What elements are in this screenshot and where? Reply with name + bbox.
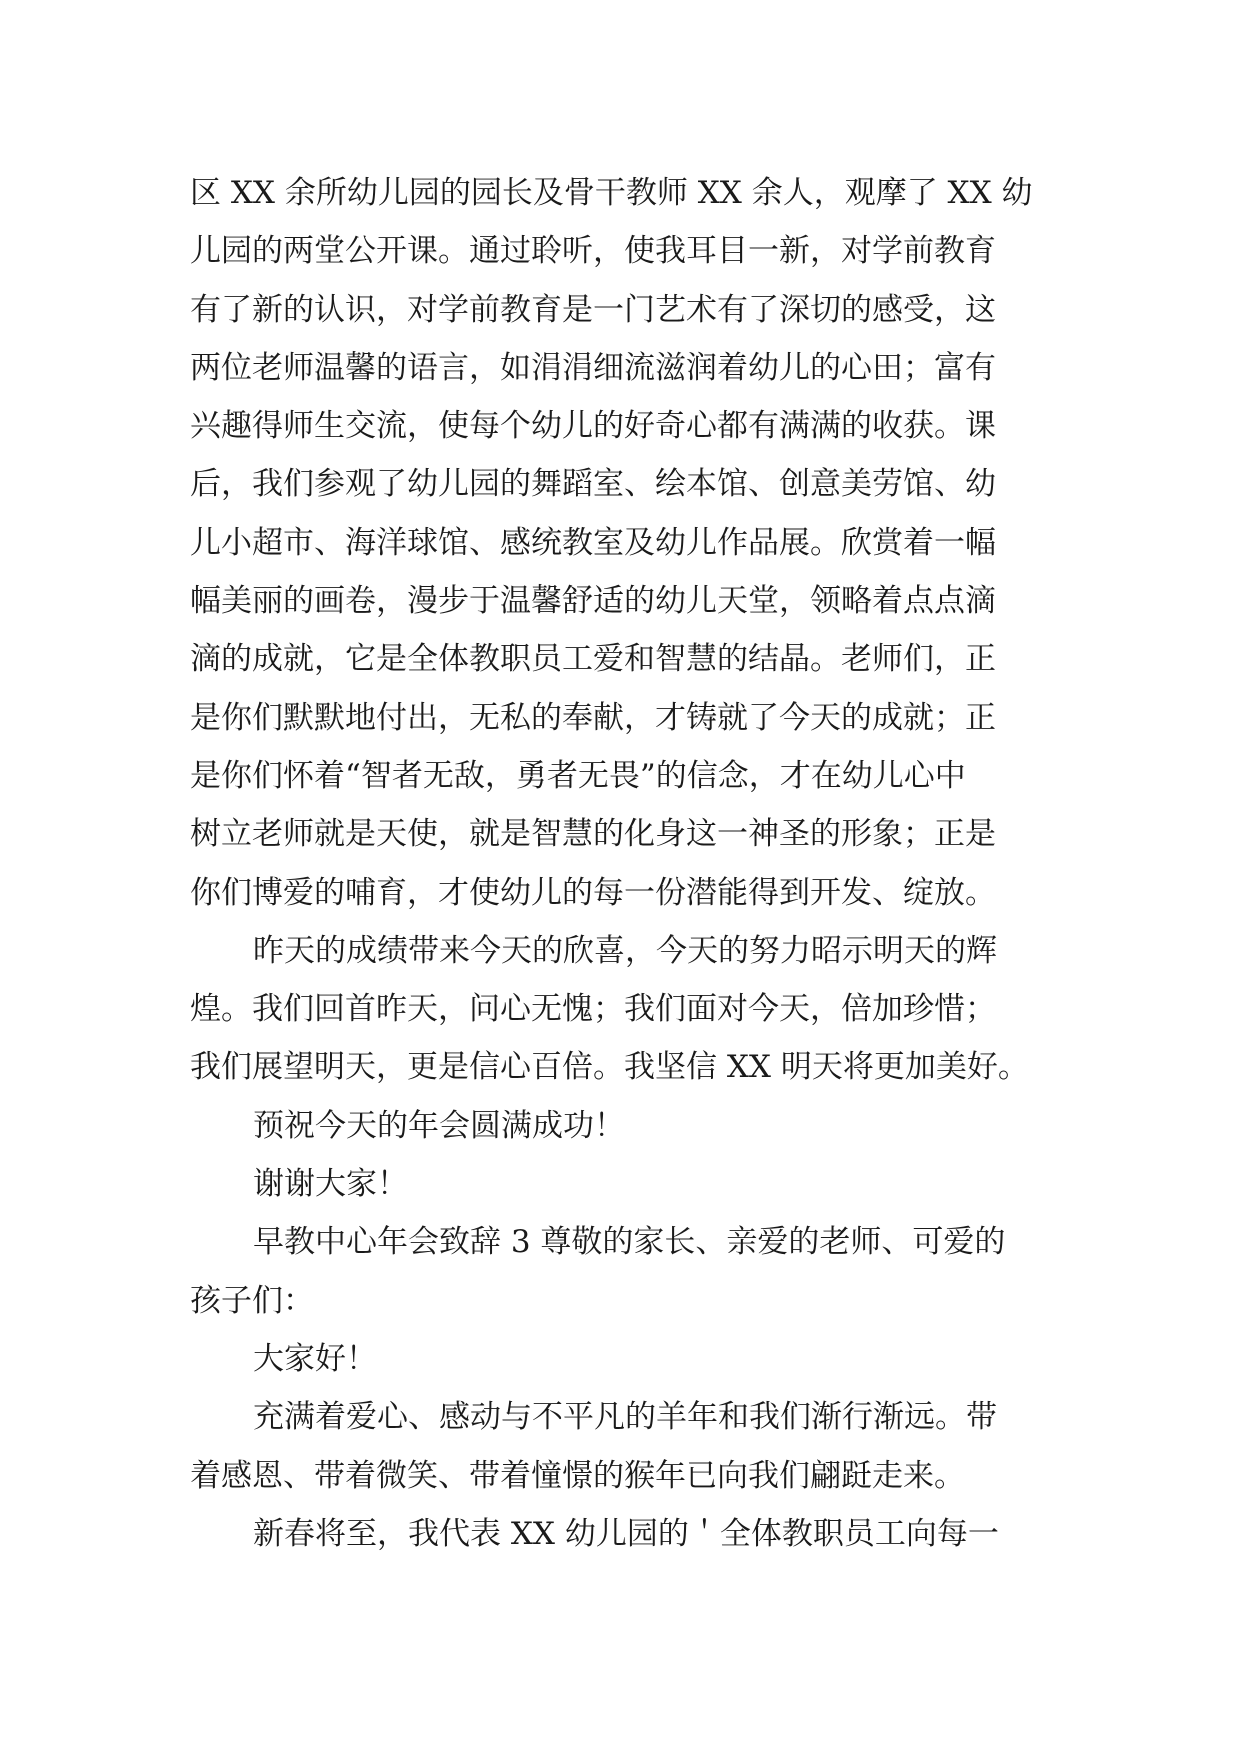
- text-line: 着感恩、带着微笑、带着憧憬的猴年已向我们翩跹走来。: [190, 1457, 965, 1494]
- text-line: 两位老师温馨的语言，如涓涓细流滋润着幼儿的心田；富有: [190, 349, 996, 386]
- paragraph-start-line: 新春将至，我代表 XX 幼儿园的＇全体教职员工向每一: [253, 1515, 999, 1552]
- text-line: 儿园的两堂公开课。通过聆听，使我耳目一新，对学前教育: [190, 233, 996, 270]
- paragraph-start-line: 大家好！: [253, 1340, 377, 1377]
- paragraph-start-line: 预祝今天的年会圆满成功！: [253, 1107, 625, 1144]
- paragraph-start-line: 充满着爱心、感动与不平凡的羊年和我们渐行渐远。带: [253, 1399, 997, 1436]
- paragraph-start-line: 昨天的成绩带来今天的欣喜，今天的努力昭示明天的辉: [253, 932, 997, 969]
- text-line: 你们博爱的哺育，才使幼儿的每一份潜能得到开发、绽放。: [190, 874, 996, 911]
- text-line: 区 XX 余所幼儿园的园长及骨干教师 XX 余人，观摩了 XX 幼: [190, 175, 1033, 211]
- text-line: 滴的成就，它是全体教职员工爱和智慧的结晶。老师们，正: [190, 641, 996, 678]
- text-line: 兴趣得师生交流，使每个幼儿的好奇心都有满满的收获。课: [190, 408, 996, 445]
- text-line: 幅美丽的画卷，漫步于温馨舒适的幼儿天堂，领略着点点滴: [190, 583, 996, 620]
- text-line: 是你们默默地付出，无私的奉献，才铸就了今天的成就；正: [190, 699, 996, 736]
- text-line: 我们展望明天，更是信心百倍。我坚信 XX 明天将更加美好。: [190, 1049, 1029, 1086]
- paragraph-start-line: 谢谢大家！: [253, 1166, 408, 1203]
- text-line: 儿小超市、海洋球馆、感统教室及幼儿作品展。欣赏着一幅: [190, 524, 996, 561]
- text-line: 是你们怀着“智者无敌，勇者无畏”的信念，才在幼儿心中: [190, 757, 966, 794]
- text-line: 树立老师就是天使，就是智慧的化身这一神圣的形象；正是: [190, 816, 996, 853]
- document-body: [190, 164, 1070, 1563]
- text-line: 后，我们参观了幼儿园的舞蹈室、绘本馆、创意美劳馆、幼: [190, 466, 996, 503]
- paragraph-start-line: 早教中心年会致辞 3 尊敬的家长、亲爱的老师、可爱的: [253, 1224, 1006, 1261]
- text-line: 煌。我们回首昨天，问心无愧；我们面对今天，倍加珍惜；: [190, 991, 996, 1028]
- text-line: 有了新的认识，对学前教育是一门艺术有了深切的感受，这: [190, 291, 996, 328]
- text-line: 孩子们：: [190, 1282, 314, 1319]
